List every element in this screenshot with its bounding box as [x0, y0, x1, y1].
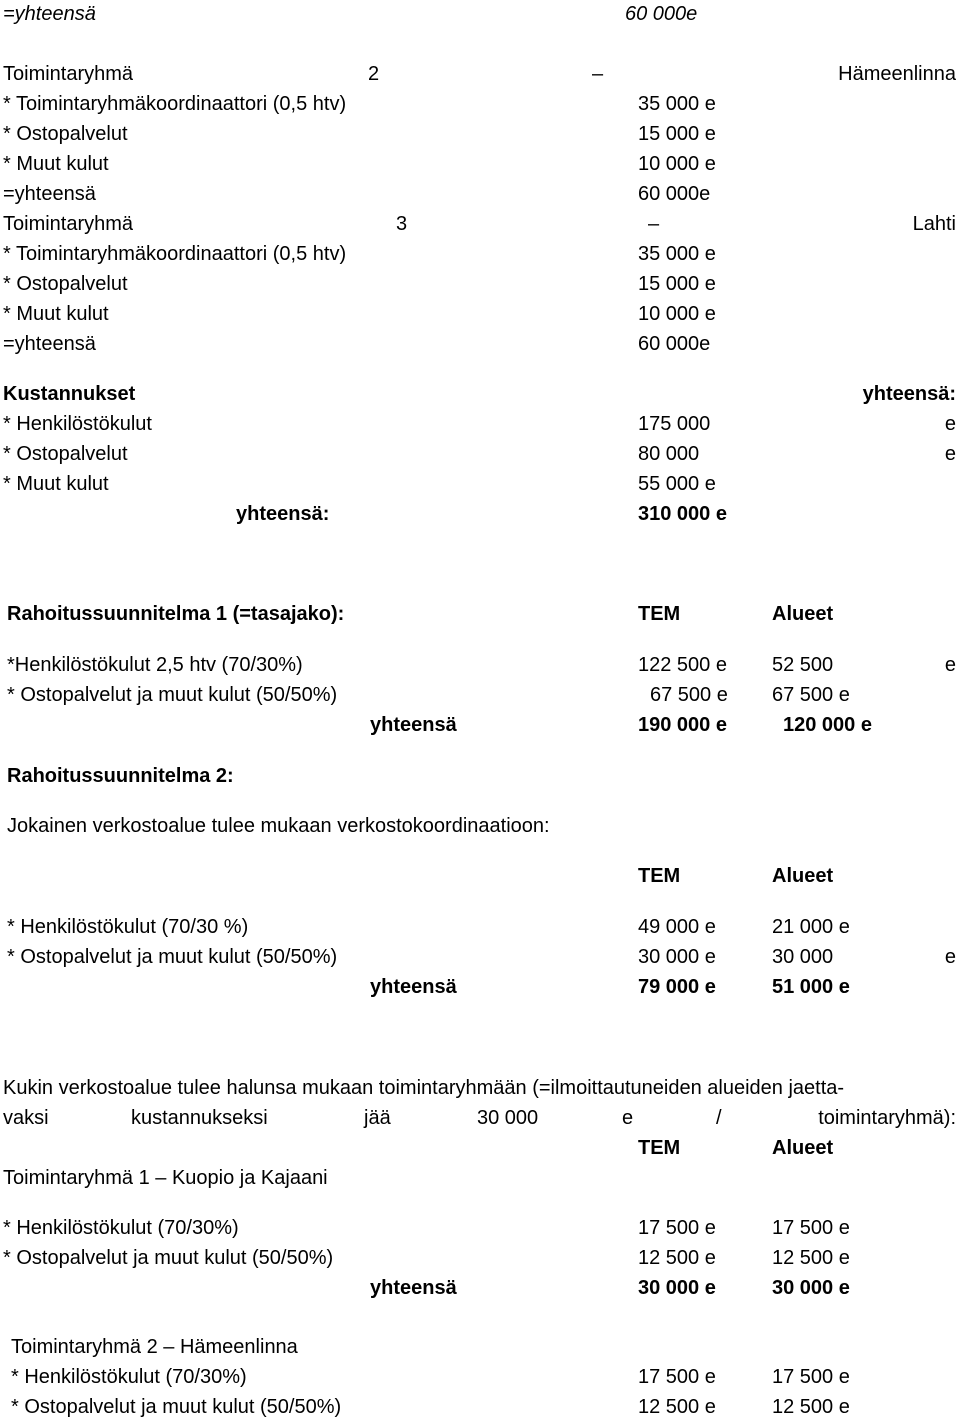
paragraph-word: e: [622, 1107, 634, 1129]
group3-row-label: * Toimintaryhmäkoordinaattori (0,5 htv): [3, 243, 347, 265]
costs-row-label: * Henkilöstökulut: [3, 413, 152, 435]
group3-row-label: * Muut kulut: [3, 303, 109, 325]
plan2-row-label: * Ostopalvelut ja muut kulut (50/50%): [7, 946, 338, 968]
group2-row-label: * Muut kulut: [3, 153, 109, 175]
plan2-sum-tem: 79 000 e: [638, 976, 716, 998]
plan1-sum-alueet: 120 000 e: [783, 714, 872, 736]
group2-total-label: =yhteensä: [3, 183, 96, 205]
plan1-row-tem: 122 500 e: [638, 654, 727, 676]
paragraph-line: Kukin verkostoalue tulee halunsa mukaan toimintaryhmään (=ilmoittautuneiden alueiden jaetta-: [3, 1077, 845, 1099]
group3-row-value: 10 000 e: [638, 303, 716, 325]
plan1-col-tem: TEM: [638, 603, 681, 625]
plan1-row-label: * Ostopalvelut ja muut kulut (50/50%): [7, 684, 338, 706]
costs-row-value: 80 000: [638, 443, 700, 465]
tg1-row-tem: 17 500 e: [638, 1217, 716, 1239]
plan1-sum-tem: 190 000 e: [638, 714, 727, 736]
plan2-title: Rahoitussuunnitelma 2:: [7, 765, 234, 787]
group2-row-label: * Toimintaryhmäkoordinaattori (0,5 htv): [3, 93, 347, 115]
costs-row-unit: e: [944, 413, 956, 435]
group2-heading-number: 2: [368, 63, 380, 85]
group3-heading-number: 3: [396, 213, 408, 235]
tg1-sum-alueet: 30 000 e: [772, 1277, 850, 1299]
plan1-title: Rahoitussuunnitelma 1 (=tasajako):: [7, 603, 345, 625]
group2-heading-city: Hämeenlinna: [838, 63, 956, 85]
para-col-alueet: Alueet: [772, 1137, 834, 1159]
paragraph-word: /: [716, 1107, 722, 1129]
plan2-row-tem: 49 000 e: [638, 916, 716, 938]
plan1-sum-label: yhteensä: [370, 714, 457, 736]
group2-total-value: 60 000e: [638, 183, 711, 205]
group3-row-label: * Ostopalvelut: [3, 273, 128, 295]
plan1-row-label: *Henkilöstökulut 2,5 htv (70/30%): [7, 654, 303, 676]
group2-row-value: 35 000 e: [638, 93, 716, 115]
plan2-row-label: * Henkilöstökulut (70/30 %): [7, 916, 249, 938]
group3-heading-word: Toimintaryhmä: [3, 213, 134, 235]
group3-total-label: =yhteensä: [3, 333, 96, 355]
plan2-row-unit: e: [944, 946, 956, 968]
plan2-row-alueet: 30 000: [772, 946, 834, 968]
tg2-row-alueet: 12 500 e: [772, 1396, 850, 1418]
plan2-row-tem: 30 000 e: [638, 946, 716, 968]
group3-total-value: 60 000e: [638, 333, 711, 355]
costs-row-unit: e: [944, 443, 956, 465]
tg1-sum-label: yhteensä: [370, 1277, 457, 1299]
costs-sum-label: yhteensä:: [236, 503, 330, 525]
costs-row-value: 55 000 e: [638, 473, 716, 495]
group2-heading-dash: –: [592, 63, 604, 85]
tg2-row-alueet: 17 500 e: [772, 1366, 850, 1388]
paragraph-word: vaksi: [3, 1107, 49, 1129]
tg2-title: Toimintaryhmä 2 – Hämeenlinna: [11, 1336, 298, 1358]
tg2-row-label: * Ostopalvelut ja muut kulut (50/50%): [11, 1396, 342, 1418]
tg2-row-label: * Henkilöstökulut (70/30%): [11, 1366, 247, 1388]
group3-row-value: 35 000 e: [638, 243, 716, 265]
plan2-sum-alueet: 51 000 e: [772, 976, 850, 998]
paragraph-word: toimintaryhmä):: [818, 1107, 956, 1129]
plan2-row-alueet: 21 000 e: [772, 916, 850, 938]
costs-row-label: * Muut kulut: [3, 473, 109, 495]
tg1-row-alueet: 12 500 e: [772, 1247, 850, 1269]
tg1-title: Toimintaryhmä 1 – Kuopio ja Kajaani: [3, 1167, 328, 1189]
group2-row-value: 10 000 e: [638, 153, 716, 175]
tg1-row-label: * Ostopalvelut ja muut kulut (50/50%): [3, 1247, 334, 1269]
top-total-value: 60 000e: [625, 3, 698, 25]
group2-row-value: 15 000 e: [638, 123, 716, 145]
plan1-row-alueet: 67 500 e: [772, 684, 850, 706]
group2-heading-word: Toimintaryhmä: [3, 63, 134, 85]
top-total-label: =yhteensä: [3, 3, 96, 25]
plan2-col-alueet: Alueet: [772, 865, 834, 887]
plan2-sum-label: yhteensä: [370, 976, 457, 998]
paragraph-word: jää: [364, 1107, 391, 1129]
tg2-row-tem: 17 500 e: [638, 1366, 716, 1388]
group3-row-value: 15 000 e: [638, 273, 716, 295]
costs-row-value: 175 000: [638, 413, 711, 435]
tg1-row-tem: 12 500 e: [638, 1247, 716, 1269]
plan2-col-tem: TEM: [638, 865, 681, 887]
plan1-row-alueet: 52 500: [772, 654, 834, 676]
plan1-row-tem: 67 500 e: [650, 684, 728, 706]
costs-sum-value: 310 000 e: [638, 503, 727, 525]
paragraph-word: kustannukseksi: [131, 1107, 268, 1129]
plan1-row-unit: e: [944, 654, 956, 676]
plan1-col-alueet: Alueet: [772, 603, 834, 625]
costs-title: Kustannukset: [3, 383, 136, 405]
tg2-row-tem: 12 500 e: [638, 1396, 716, 1418]
para-col-tem: TEM: [638, 1137, 681, 1159]
costs-row-label: * Ostopalvelut: [3, 443, 128, 465]
costs-total-header: yhteensä:: [862, 383, 956, 405]
group2-row-label: * Ostopalvelut: [3, 123, 128, 145]
tg1-sum-tem: 30 000 e: [638, 1277, 716, 1299]
group3-heading-city: Lahti: [912, 213, 956, 235]
tg1-row-alueet: 17 500 e: [772, 1217, 850, 1239]
group3-heading-dash: –: [648, 213, 660, 235]
paragraph-word: 30 000: [477, 1107, 539, 1129]
plan2-intro: Jokainen verkostoalue tulee mukaan verkostokoordinaatioon:: [7, 815, 550, 837]
tg1-row-label: * Henkilöstökulut (70/30%): [3, 1217, 239, 1239]
